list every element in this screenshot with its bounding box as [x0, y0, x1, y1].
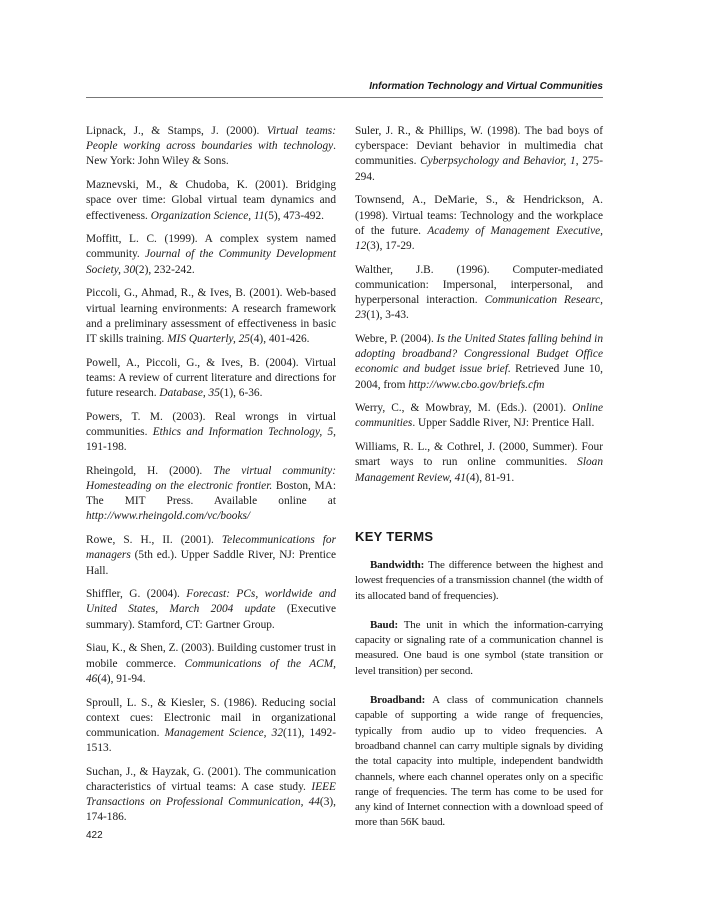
- reference-text: . Upper Saddle River, NJ: Prentice Hall.: [412, 417, 595, 430]
- reference-text: Maznevski, M., & Chudoba, K. (2001). Bridging space over time: Global virtual team dynamics and effectiveness.: [86, 179, 336, 222]
- reference-text: (4), 81-91.: [465, 471, 515, 484]
- key-term-name: Baud:: [370, 618, 398, 631]
- reference-italic-text: http://www.rheingold.com/vc/books/: [86, 510, 251, 523]
- reference-text: Suler, J. R., & Phillips, W. (1998). The bad boys of cyberspace: Deviant behavior in multimedia chat communities.: [355, 125, 603, 168]
- references-column-left: [86, 124, 336, 834]
- key-term-name: Broadband:: [370, 694, 426, 707]
- reference-text: Piccoli, G., Ahmad, R., & Ives, B. (2001). Web-based virtual learning environments: A research framework and a preliminary assessment of effectiveness in basic IT skills training.: [86, 287, 336, 345]
- reference-text: Shiffler, G. (2004).: [86, 588, 187, 601]
- reference-italic-text: Communications of the ACM, 46: [86, 657, 337, 685]
- reference-italic-text: Organization Science, 11: [150, 209, 265, 222]
- reference-entry: [86, 124, 336, 170]
- reference-text: (11), 1492-1513.: [86, 726, 336, 755]
- reference-entry: [86, 356, 336, 402]
- reference-text: , 275-294.: [355, 155, 603, 183]
- reference-text: Webre, P. (2004).: [355, 332, 437, 345]
- reference-entry: [86, 533, 336, 579]
- reference-italic-text: Journal of the Community Development Society, 30: [86, 248, 336, 276]
- reference-italic-text: Cyberpsychology and Behavior, 1: [420, 155, 576, 168]
- reference-text: (3), 17-29.: [366, 239, 415, 252]
- key-term-entry: [355, 618, 603, 679]
- key-term-definition: The unit in which the information-carrying capacity or signaling rate of a communication channel is measured. One baud is one symbol (state transition or level transition) per second.: [355, 618, 603, 677]
- reference-text: (2), 232-242.: [135, 263, 195, 276]
- reference-entry: [86, 286, 336, 347]
- reference-italic-text: Management Science, 32: [164, 726, 284, 739]
- reference-entry: [86, 587, 336, 633]
- reference-entry: [86, 178, 336, 224]
- reference-text: (5th ed.). Upper Saddle River, NJ: Prentice Hall.: [86, 549, 336, 577]
- reference-text: (4), 401-426.: [249, 332, 310, 345]
- reference-entry: [355, 193, 603, 254]
- reference-italic-text: http://www.cbo.gov/briefs.cfm: [408, 378, 545, 391]
- reference-entry: [355, 124, 603, 185]
- reference-text: Rowe, S. H., II. (2001).: [86, 534, 222, 547]
- reference-text: (4), 91-94.: [97, 672, 146, 685]
- page-number: 422: [86, 830, 103, 841]
- reference-italic-text: The virtual community: Homesteading on the electronic frontier.: [86, 464, 336, 493]
- reference-italic-text: Ethics and Information Technology, 5: [152, 425, 334, 438]
- reference-text: Werry, C., & Mowbray, M. (Eds.). (2001).: [355, 402, 573, 415]
- key-term-name: Bandwidth:: [370, 558, 425, 571]
- reference-text: (5), 473-492.: [264, 209, 324, 222]
- reference-entry: [86, 410, 336, 456]
- reference-italic-text: Virtual teams: People working across boundaries with technology: [86, 125, 336, 153]
- reference-text: Retrieved June 10, 2004, from: [355, 363, 604, 391]
- reference-text: Suchan, J., & Hayzak, G. (2001). The communication characteristics of virtual teams: A case study.: [86, 765, 336, 794]
- reference-entry: [355, 440, 603, 486]
- reference-entry: [355, 263, 603, 324]
- reference-text: Powers, T. M. (2003). Real wrongs in virtual communities.: [86, 410, 336, 438]
- reference-italic-text: Communication Researc, 23: [355, 294, 603, 322]
- reference-entry: [355, 401, 603, 431]
- reference-text: . New York: John Wiley & Sons.: [86, 140, 336, 168]
- reference-text: Sproull, L. S., & Kiesler, S. (1986). Reducing social context cues: Electronic mail in organizational communication.: [86, 696, 336, 739]
- reference-text: Boston, MA: The MIT Press. Available online at: [86, 480, 336, 508]
- key-term-definition: The difference between the highest and lowest frequencies of a transmission channel (the width of its allocated band of frequencies).: [355, 558, 603, 602]
- reference-italic-text: Forecast: PCs, worldwide and United States, March 2004 update: [86, 588, 336, 616]
- reference-italic-text: Academy of Management Executive, 12: [355, 224, 603, 252]
- header-rule: [86, 97, 603, 98]
- reference-italic-text: Database, 35: [159, 387, 220, 400]
- reference-italic-text: Telecommunications for managers: [86, 534, 336, 562]
- key-term-entry: [355, 558, 603, 604]
- reference-entry: [86, 696, 336, 757]
- references-list-right: [355, 124, 603, 486]
- reference-text: Lipnack, J., & Stamps, J. (2000).: [86, 125, 267, 137]
- reference-text: (1), 3-43.: [366, 309, 409, 322]
- reference-text: Siau, K., & Shen, Z. (2003). Building customer trust in mobile commerce.: [86, 642, 336, 670]
- reference-text: Williams, R. L., & Cothrel, J. (2000, Summer). Four smart ways to run online communities.: [355, 441, 603, 469]
- reference-entry: [355, 332, 603, 393]
- reference-text: Moffitt, L. C. (1999). A complex system named community.: [86, 233, 336, 261]
- running-head: Information Technology and Virtual Communities: [369, 81, 603, 92]
- key-term-definition: A class of communication channels capable of supporting a wide range of frequencies, typically from audio up to video frequencies. A broadband channel can carry multiple signals by dividing the total capacity into multiple, independent bandwidth channels, where each channel operates only on a specific range of frequencies. The term has come to be used for any kind of Internet connection with a download speed of more than 56K baud.: [355, 694, 603, 829]
- reference-text: (3), 174-186.: [86, 796, 336, 824]
- reference-text: (Executive summary). Stamford, CT: Gartner Group.: [86, 603, 336, 631]
- reference-italic-text: Online communities: [355, 402, 603, 430]
- reference-entry: [86, 765, 336, 826]
- key-term-entry: [355, 693, 603, 831]
- reference-entry: [86, 232, 336, 278]
- reference-text: , 191-198.: [86, 425, 336, 454]
- reference-entry: [86, 641, 336, 687]
- reference-italic-text: IEEE Transactions on Professional Communication, 44: [86, 781, 336, 809]
- reference-text: Walther, J.B. (1996). Computer-mediated communication: Impersonal, interpersonal, and hyperpersonal interaction.: [355, 263, 603, 307]
- reference-text: (1), 6-36.: [219, 387, 263, 400]
- reference-entry: [86, 464, 336, 525]
- reference-text: Townsend, A., DeMarie, S., & Hendrickson, A. (1998). Virtual teams: Technology and the workplace of the future.: [355, 194, 603, 237]
- key-terms-heading: KEY TERMS: [355, 528, 434, 544]
- reference-italic-text: Sloan Management Review, 41: [355, 456, 603, 484]
- reference-italic-text: MIS Quarterly, 25: [167, 332, 250, 345]
- key-terms-list: [355, 558, 603, 831]
- reference-italic-text: Is the United States falling behind in adopting broadband? Congressional Budget Office economic and budget issue brief.: [355, 332, 603, 376]
- references-column-right: [355, 124, 603, 845]
- reference-text: Powell, A., Piccoli, G., & Ives, B. (2004). Virtual teams: A review of current literature and directions for future research.: [86, 356, 336, 400]
- reference-text: Rheingold, H. (2000).: [86, 464, 214, 477]
